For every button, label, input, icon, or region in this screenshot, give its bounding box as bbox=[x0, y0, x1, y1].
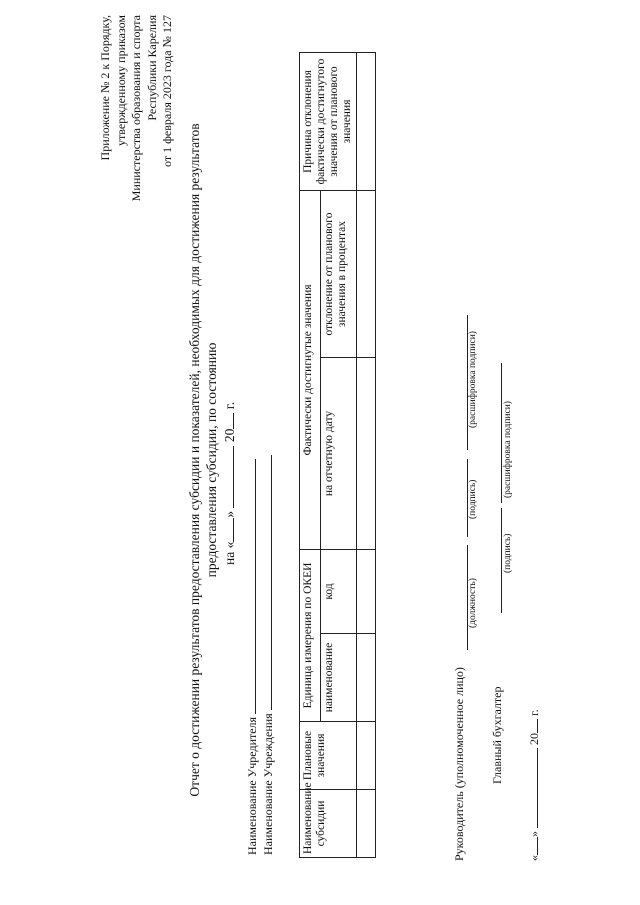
table-cell[interactable] bbox=[357, 722, 376, 790]
accountant-decoding-line[interactable] bbox=[500, 363, 502, 503]
sign-date-year: 20 bbox=[527, 733, 541, 745]
founder-label: Наименование Учредителя bbox=[245, 716, 259, 855]
header-actual-date: на отчетную дату bbox=[320, 358, 356, 550]
accountant-signature-line[interactable] bbox=[500, 508, 502, 613]
appendix-line: утвержденному приказом bbox=[113, 15, 128, 146]
date-suffix: г. bbox=[222, 401, 237, 410]
table-cell[interactable] bbox=[357, 790, 376, 858]
sign-year-blank bbox=[524, 719, 538, 733]
header-planned: Плановые значения bbox=[300, 722, 357, 790]
appendix-line: от 1 февраля 2023 года № 127 bbox=[160, 15, 174, 167]
table-header-row bbox=[300, 53, 321, 858]
sign-month-blank bbox=[524, 748, 538, 828]
institution-label: Наименование Учреждения bbox=[261, 713, 275, 855]
title-line: предоставления субсидии, по состоянию bbox=[204, 342, 219, 578]
header-unit-group: Единица измерения по ОКЕИ bbox=[300, 550, 321, 722]
header-unit-code: код bbox=[320, 550, 356, 634]
month-blank bbox=[220, 446, 234, 508]
appendix-line: Приложение № 2 к Порядку, bbox=[98, 15, 112, 161]
sign-day-blank bbox=[524, 837, 538, 855]
report-date-line bbox=[220, 402, 238, 565]
head-label: Руководитель (уполномоченное лицо) bbox=[452, 667, 466, 861]
header-unit-name: наименование bbox=[320, 634, 356, 722]
institution-field bbox=[258, 455, 276, 855]
table-cell[interactable] bbox=[357, 53, 376, 191]
header-actual-deviation: отклонение от планового значения в процентах bbox=[320, 191, 356, 358]
signature-caption: (подпись) bbox=[468, 479, 478, 519]
table-cell[interactable] bbox=[357, 550, 376, 634]
appendix-line: Республики Карелия bbox=[144, 15, 159, 121]
title-line: Отчет о достижении результатов предоставления субсидии и показателей, необходимых для достижения результатов bbox=[187, 123, 202, 797]
table-row bbox=[357, 53, 376, 858]
sign-date-prefix: « bbox=[527, 855, 541, 861]
sign-date-suffix: г. bbox=[527, 709, 541, 716]
year-blank bbox=[220, 413, 234, 429]
accountant-label: Главный бухгалтер bbox=[490, 686, 504, 784]
sign-date-mid: » bbox=[527, 831, 541, 837]
sign-date-line bbox=[524, 709, 542, 861]
date-prefix: на « bbox=[222, 541, 237, 565]
appendix-line: Министерства образования и спорта bbox=[129, 15, 143, 202]
accountant-decoding-caption: (расшифровка подписи) bbox=[503, 401, 513, 498]
report-table bbox=[299, 52, 376, 858]
table-cell[interactable] bbox=[357, 358, 376, 550]
institution-blank bbox=[258, 455, 272, 710]
header-reason: Причина отклонения фактически достигнутого значения от планового значения bbox=[300, 53, 357, 191]
report-title bbox=[186, 55, 220, 865]
position-caption: (должность) bbox=[468, 578, 478, 628]
day-blank bbox=[220, 518, 234, 542]
founder-blank bbox=[242, 459, 256, 714]
date-mid: » bbox=[222, 510, 237, 518]
accountant-signature-caption: (подпись) bbox=[503, 533, 513, 573]
appendix-note bbox=[98, 15, 176, 265]
header-actual-group: Фактически достигнутые значения bbox=[300, 191, 321, 550]
date-year: 20 bbox=[222, 428, 237, 443]
table-cell[interactable] bbox=[357, 191, 376, 358]
header-subsidy: Наименование субсидии bbox=[300, 790, 357, 858]
table-cell[interactable] bbox=[357, 634, 376, 722]
decoding-caption: (расшифровка подписи) bbox=[468, 331, 478, 428]
